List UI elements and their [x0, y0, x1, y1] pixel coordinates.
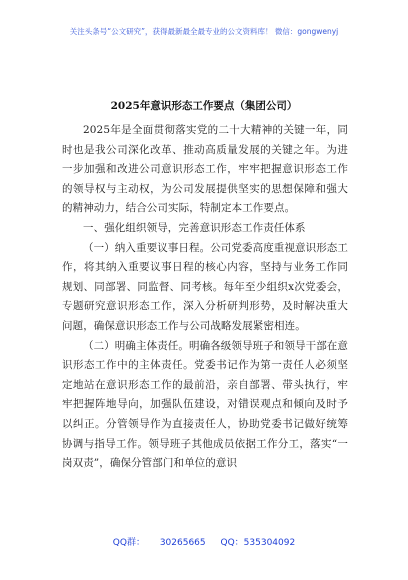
document-title: 2025年意识形态工作要点（集团公司） — [110, 100, 298, 112]
intro-paragraph: 2025年是全面贯彻落实党的二十大精神的关键一年，同时也是我公司深化改革、推动高质量发展的关键之年。为进一步加强和改进公司意识形态工作，牢牢把握意识形态工作的领导权与主动权，为公司发展提供坚实的思想保障和强大的精神动力，结合公司实际，特制定本工作要点。 — [62, 124, 348, 215]
body-paragraph: （二）明确主体责任。明确各级领导班子和领导干部在意识形态工作中的主体责任。党委书记作为第一责任人必须坚定地站在意识形态工作的最前沿，亲自部署、带头执行，牢牢把握阵地导向，加强队伍建设，对错误观点和倾向及时予以纠正。分管领导作为直接责任人，协助党委书记做好统筹协调与指导工作。领导班子其他成员依据工作分工，落实“一岗双责”，确保分管部门和单位的意识 — [62, 339, 348, 470]
body-paragraph: （一）纳入重要议事日程。公司党委高度重视意识形态工作，将其纳入重要议事日程的核心内容，坚持与业务工作同规划、同部署、同监督、同考核。每年至少组织x次党委会，专题研究意识形态工作，深入分析研判形势，及时解决重大问题，确保意识形态工作与公司战略发展紧密相连。 — [62, 241, 348, 332]
document-body — [62, 121, 348, 474]
section-heading: 一、强化组织领导，完善意识形态工作责任体系 — [83, 221, 306, 234]
footer-contact-text: QQ群： 30265665 QQ：535304092 — [112, 538, 296, 548]
header-promo-text: 关注头条号“公文研究”，获得最新最全最专业的公文资料库！ 微信：gongwenyj — [69, 27, 339, 36]
